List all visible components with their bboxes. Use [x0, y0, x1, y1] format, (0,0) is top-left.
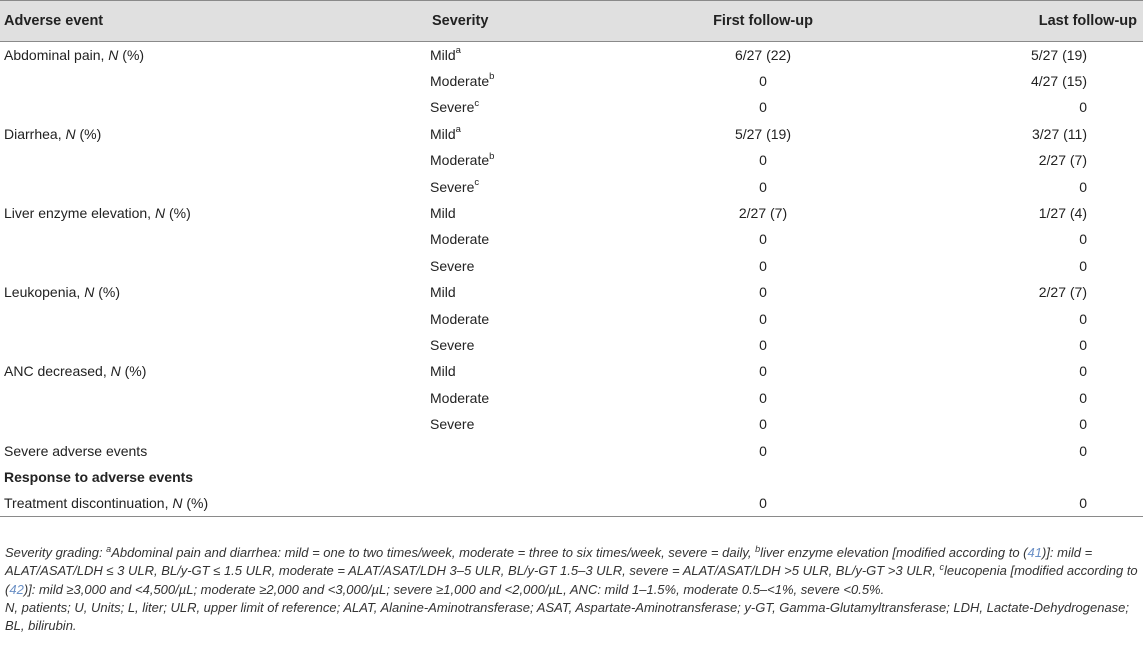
cell-adverse-event	[0, 42, 428, 68]
cell-last-follow-up	[893, 121, 1143, 147]
event-percent-unit: (%)	[120, 363, 147, 380]
table-row	[0, 68, 1143, 94]
event-percent-unit: (%)	[182, 495, 209, 512]
cell-first-follow-up	[633, 253, 893, 279]
severity-label: Moderate	[430, 73, 490, 90]
cell-last-follow-up	[893, 147, 1143, 173]
cell-last-follow-up	[893, 279, 1143, 305]
cell-severity	[428, 437, 633, 463]
event-label: ANC decreased,	[4, 363, 111, 380]
first-follow-up-value: 0	[759, 442, 767, 459]
event-label: Severe adverse events	[4, 442, 148, 459]
cell-adverse-event	[0, 490, 428, 516]
event-percent-unit: (%)	[165, 205, 191, 222]
first-follow-up-value: 0	[759, 416, 767, 433]
table-row	[0, 200, 1143, 226]
first-follow-up-value: 5/27 (19)	[734, 125, 792, 142]
cell-last-follow-up	[893, 94, 1143, 120]
severity-footnote-marker: b	[489, 71, 495, 83]
last-follow-up-value: 0	[1079, 336, 1087, 353]
last-follow-up-value: 0	[1079, 99, 1087, 116]
cell-last-follow-up	[893, 437, 1143, 463]
last-follow-up-value: 0	[1079, 257, 1087, 274]
footnote-severity-grading	[5, 544, 1139, 599]
last-follow-up-value: 3/27 (11)	[1032, 125, 1087, 142]
cell-first-follow-up	[633, 121, 893, 147]
footnote-c-text-2: )]: mild ≥3,000 and <4,500/µL; moderate ≥2,000 and <3,000/µL; severe ≥1,000 and <2,000/µL, ANC: mild 1–1.5%, moderate 0.5–<1%, severe <0.5%.	[23, 581, 885, 597]
last-follow-up-value: 4/27 (15)	[1030, 73, 1087, 90]
header-first-follow-up: First follow-up	[633, 1, 893, 42]
severity-label: Severe	[430, 416, 475, 433]
cell-severity	[428, 385, 633, 411]
cell-adverse-event	[0, 305, 428, 331]
cell-adverse-event	[0, 68, 428, 94]
last-follow-up-value: 5/27 (19)	[1030, 46, 1087, 63]
table-row	[0, 332, 1143, 358]
cell-severity	[428, 279, 633, 305]
event-label: Diarrhea,	[4, 125, 66, 142]
first-follow-up-value: 0	[759, 99, 767, 116]
cell-severity	[428, 305, 633, 331]
severity-label: Moderate	[430, 152, 490, 169]
table-footnotes	[5, 544, 1139, 635]
event-percent-unit: (%)	[75, 125, 102, 142]
cell-adverse-event	[0, 121, 428, 147]
cell-severity	[428, 42, 633, 68]
table-body	[0, 42, 1143, 517]
last-follow-up-value: 0	[1079, 416, 1087, 433]
table-row	[0, 253, 1143, 279]
cell-first-follow-up	[633, 437, 893, 463]
cell-adverse-event	[0, 253, 428, 279]
severity-label: Severe	[430, 178, 475, 195]
reference-link-41[interactable]: 41	[1027, 545, 1042, 560]
cell-severity	[428, 490, 633, 516]
cell-last-follow-up	[893, 68, 1143, 94]
cell-severity	[428, 253, 633, 279]
cell-last-follow-up	[893, 411, 1143, 437]
table-row	[0, 437, 1143, 463]
cell-first-follow-up	[633, 332, 893, 358]
last-follow-up-value: 0	[1079, 389, 1087, 406]
first-follow-up-value: 0	[759, 257, 767, 274]
severity-label: Mild	[430, 363, 456, 380]
first-follow-up-value: 0	[759, 231, 767, 248]
table-row	[0, 358, 1143, 384]
table-row	[0, 411, 1143, 437]
cell-severity	[428, 147, 633, 173]
cell-first-follow-up	[633, 305, 893, 331]
cell-adverse-event	[0, 147, 428, 173]
cell-last-follow-up	[893, 332, 1143, 358]
severity-label: Mild	[430, 125, 456, 142]
severity-footnote-marker: a	[455, 124, 461, 136]
table-row	[0, 385, 1143, 411]
cell-adverse-event	[0, 94, 428, 120]
section-heading-text: Response to adverse events	[4, 468, 194, 485]
header-adverse-event: Adverse event	[0, 1, 428, 42]
cell-last-follow-up	[893, 305, 1143, 331]
footnote-marker-c: c	[939, 562, 944, 573]
cell-first-follow-up	[633, 411, 893, 437]
cell-last-follow-up	[893, 173, 1143, 199]
cell-adverse-event	[0, 385, 428, 411]
event-n-symbol: N	[108, 46, 119, 63]
last-follow-up-value: 2/27 (7)	[1038, 284, 1087, 301]
table-row	[0, 147, 1143, 173]
event-n-symbol: N	[65, 125, 76, 142]
cell-severity	[428, 121, 633, 147]
event-label: Abdominal pain,	[4, 46, 109, 63]
footnote-c-text: leucopenia [modified according to (	[5, 563, 1138, 597]
first-follow-up-value: 0	[759, 152, 767, 169]
cell-adverse-event	[0, 437, 428, 463]
last-follow-up-value: 0	[1079, 495, 1087, 512]
cell-first-follow-up	[633, 94, 893, 120]
cell-severity	[428, 411, 633, 437]
cell-first-follow-up	[633, 42, 893, 68]
cell-adverse-event	[0, 173, 428, 199]
reference-link-42[interactable]: 42	[9, 581, 24, 597]
severity-label: Mild	[430, 205, 456, 222]
cell-adverse-event	[0, 358, 428, 384]
event-n-symbol: N	[154, 205, 166, 222]
severity-label: Severe	[430, 336, 475, 353]
cell-severity	[428, 332, 633, 358]
severity-label: Moderate	[430, 389, 490, 406]
first-follow-up-value: 0	[759, 336, 767, 353]
event-n-symbol: N	[172, 495, 183, 512]
last-follow-up-value: 0	[1079, 442, 1087, 459]
first-follow-up-value: 0	[759, 363, 767, 380]
first-follow-up-value: 0	[759, 284, 767, 301]
footnote-b-text-2: )]: mild = ALAT/ASAT/LDH ≤ 3 ULR, BL/y-GT ≤ 1.5 ULR, moderate = ALAT/ASAT/LDH 3–5 ULR, BL/y-GT 1.5–3 ULR, severe = ALAT/ASAT/LDH >5 ULR, BL/y-GT >3 ULR,	[5, 545, 1093, 579]
first-follow-up-value: 0	[759, 389, 767, 406]
cell-adverse-event	[0, 226, 428, 252]
header-severity: Severity	[428, 1, 633, 42]
cell-last-follow-up	[893, 358, 1143, 384]
severity-label: Mild	[430, 46, 456, 63]
last-follow-up-value: 0	[1079, 310, 1087, 327]
event-percent-unit: (%)	[94, 284, 120, 301]
cell-adverse-event	[0, 411, 428, 437]
event-percent-unit: (%)	[118, 46, 145, 63]
cell-severity	[428, 94, 633, 120]
first-follow-up-value: 0	[759, 310, 767, 327]
footnote-b-text: liver enzyme elevation [modified according to (	[760, 545, 1028, 560]
severity-label: Moderate	[430, 231, 490, 248]
cell-first-follow-up	[633, 279, 893, 305]
first-follow-up-value: 6/27 (22)	[734, 46, 792, 63]
section-heading	[0, 464, 1143, 490]
severity-footnote-marker: b	[489, 150, 495, 162]
cell-severity	[428, 68, 633, 94]
table-row	[0, 226, 1143, 252]
table-row	[0, 305, 1143, 331]
table-row	[0, 490, 1143, 516]
severity-footnote-marker: c	[474, 176, 480, 188]
cell-first-follow-up	[633, 68, 893, 94]
footnote-abbreviations: N, patients; U, Units; L, liter; ULR, upper limit of reference; ALAT, Alanine-Aminotransferase; ASAT, Aspartate-Aminotransferase; y-GT, Gamma-Glutamyltransferase; LDH, Lactate-Dehydrogenase; BL, bilirubin.	[5, 599, 1130, 634]
severity-footnote-marker: c	[474, 97, 480, 109]
first-follow-up-value: 2/27 (7)	[738, 205, 788, 222]
cell-last-follow-up	[893, 253, 1143, 279]
table-header	[0, 1, 1143, 42]
cell-last-follow-up	[893, 490, 1143, 516]
cell-first-follow-up	[633, 173, 893, 199]
severity-label: Severe	[430, 257, 475, 274]
cell-last-follow-up	[893, 385, 1143, 411]
last-follow-up-value: 0	[1079, 231, 1087, 248]
table-row	[0, 121, 1143, 147]
first-follow-up-value: 0	[759, 495, 767, 512]
last-follow-up-value: 0	[1079, 178, 1087, 195]
footnote-marker-b: b	[755, 544, 761, 554]
cell-first-follow-up	[633, 490, 893, 516]
table-row	[0, 279, 1143, 305]
cell-severity	[428, 358, 633, 384]
severity-label: Severe	[430, 99, 475, 116]
last-follow-up-value: 0	[1079, 363, 1087, 380]
last-follow-up-value: 2/27 (7)	[1038, 152, 1087, 169]
cell-first-follow-up	[633, 385, 893, 411]
footnote-lead: Severity grading:	[5, 545, 107, 560]
footnote-marker-a: a	[106, 544, 112, 554]
severity-label: Mild	[430, 284, 456, 301]
event-label: Leukopenia,	[4, 284, 85, 301]
cell-first-follow-up	[633, 147, 893, 173]
cell-first-follow-up	[633, 226, 893, 252]
cell-adverse-event	[0, 200, 428, 226]
last-follow-up-value: 1/27 (4)	[1038, 205, 1087, 222]
first-follow-up-value: 0	[759, 73, 767, 90]
event-label: Treatment discontinuation,	[4, 495, 173, 512]
cell-adverse-event	[0, 332, 428, 358]
section-heading-row	[0, 464, 1143, 490]
first-follow-up-value: 0	[759, 178, 767, 195]
severity-label: Moderate	[430, 310, 490, 327]
event-label: Liver enzyme elevation,	[4, 205, 155, 222]
event-n-symbol: N	[84, 284, 95, 301]
cell-last-follow-up	[893, 226, 1143, 252]
cell-last-follow-up	[893, 200, 1143, 226]
severity-footnote-marker: a	[455, 45, 461, 57]
header-row	[0, 1, 1143, 42]
table-row	[0, 173, 1143, 199]
event-n-symbol: N	[110, 363, 121, 380]
cell-severity	[428, 173, 633, 199]
footnote-a-text: Abdominal pain and diarrhea: mild = one to two times/week, moderate = three to six times/week, severe = daily,	[111, 545, 756, 560]
cell-adverse-event	[0, 279, 428, 305]
table-row	[0, 42, 1143, 68]
table-row	[0, 94, 1143, 120]
cell-severity	[428, 226, 633, 252]
cell-severity	[428, 200, 633, 226]
cell-first-follow-up	[633, 358, 893, 384]
cell-last-follow-up	[893, 42, 1143, 68]
header-last-follow-up: Last follow-up	[893, 1, 1143, 42]
cell-first-follow-up	[633, 200, 893, 226]
